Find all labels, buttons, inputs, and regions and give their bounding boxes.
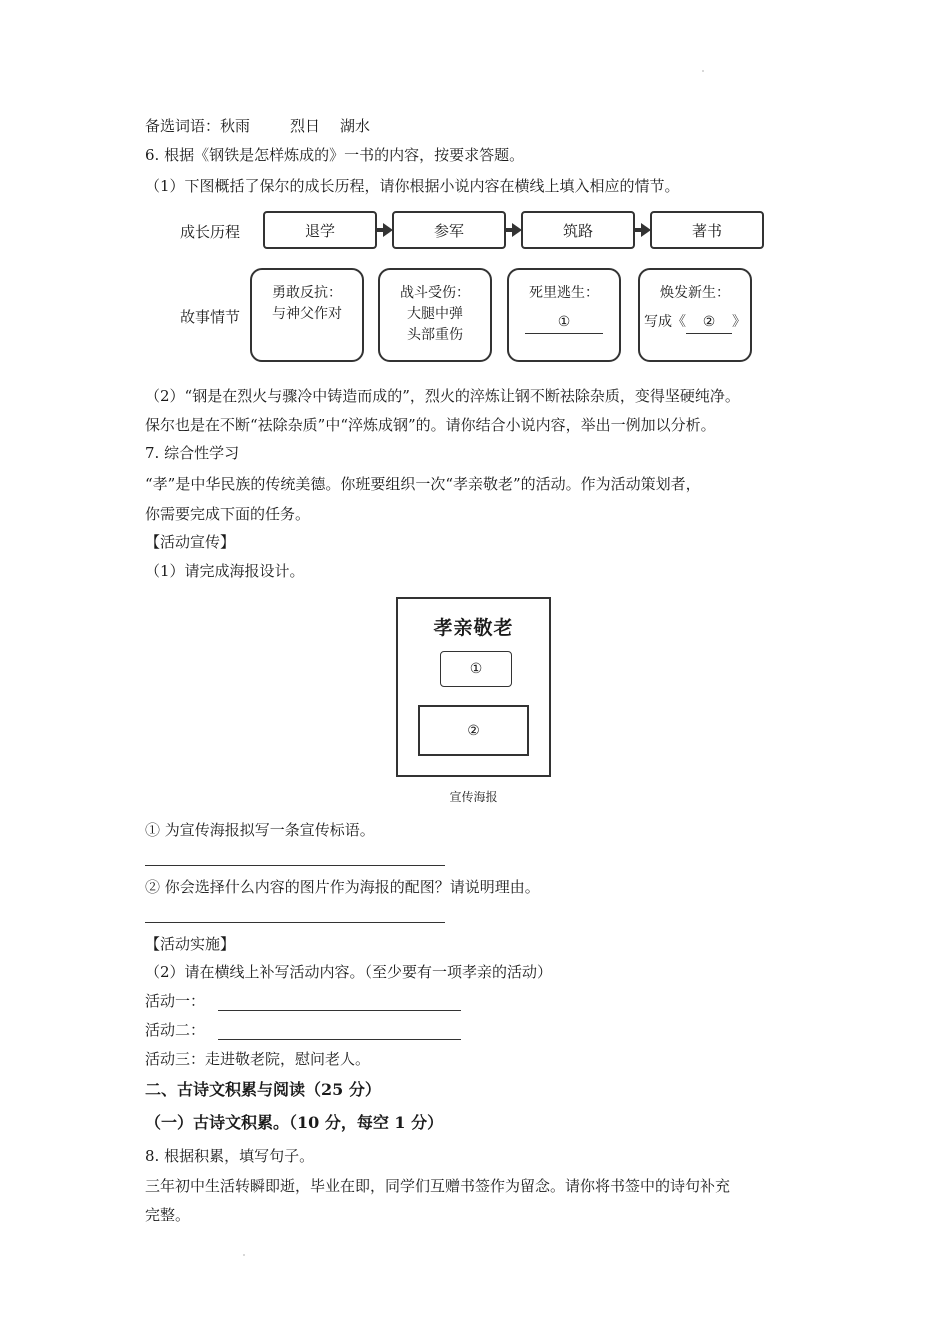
- activity-2-label: 活动二：: [145, 1021, 206, 1039]
- answer-line[interactable]: [218, 1039, 461, 1040]
- option-word-3: 湖水: [340, 117, 371, 135]
- part2-heading: 二、古诗文积累与阅读（25 分）: [145, 1080, 381, 1099]
- part2-subheading: （一）古诗文积累。（10 分，每空 1 分）: [145, 1113, 444, 1132]
- scan-speck: [243, 1254, 245, 1256]
- poster-slogan-box: ①: [440, 651, 512, 687]
- q7-title: 7. 综合性学习: [145, 444, 240, 462]
- q6-sub1: （1）下图概括了保尔的成长历程，请你根据小说内容在横线上填入相应的情节。: [145, 177, 680, 195]
- activity-3: 活动三：走进敬老院，慰问老人。: [145, 1050, 371, 1068]
- plot-line: 与神父作对: [272, 306, 342, 322]
- option-word-2: 烈日: [290, 117, 321, 135]
- plot-box: [507, 268, 621, 362]
- plot-line: 大腿中弹: [407, 306, 463, 322]
- section-promotion: 【活动宣传】: [145, 533, 236, 551]
- poster-caption: 宣传海报: [449, 790, 498, 804]
- q6-sub2-line2: 保尔也是在不断“祛除杂质”中“淬炼成钢”的。请你结合小说内容，举出一例加以分析。: [145, 416, 716, 434]
- answer-line[interactable]: [218, 1010, 461, 1011]
- plot-suffix: 》: [732, 314, 746, 330]
- stage-box: 筑路: [521, 211, 635, 249]
- q7-sub1: （1）请完成海报设计。: [145, 562, 305, 580]
- q8-line1: 三年初中生活转瞬即逝，毕业在即，同学们互赠书签作为留念。请你将书签中的诗句补充: [145, 1177, 731, 1195]
- section-implementation: 【活动实施】: [145, 935, 236, 953]
- stage-box: 退学: [263, 211, 377, 249]
- row-label-plot: 故事情节: [180, 308, 241, 326]
- q8-title: 8. 根据积累，填写句子。: [145, 1147, 315, 1165]
- option-word-1: 秋雨: [220, 117, 251, 135]
- plot-box: [250, 268, 364, 362]
- plot-line: 战斗受伤：: [400, 285, 470, 301]
- plot-prefix: 写成《: [644, 314, 686, 330]
- q7-item2: ② 你会选择什么内容的图片作为海报的配图？请说明理由。: [145, 878, 540, 896]
- poster-figure: [396, 597, 551, 777]
- row-label-growth: 成长历程: [180, 223, 241, 241]
- plot-line: 头部重伤: [407, 327, 463, 343]
- activity-1-label: 活动一：: [145, 992, 206, 1010]
- q7-item1: ① 为宣传海报拟写一条宣传标语。: [145, 821, 375, 839]
- poster-image-box: ②: [418, 705, 529, 756]
- q6-sub2-line1: （2）“钢是在烈火与骤冷中铸造而成的”，烈火的淬炼让钢不断祛除杂质，变得坚硬纯净。: [145, 387, 740, 405]
- answer-line[interactable]: [145, 865, 445, 866]
- poster-title: 孝亲敬老: [433, 617, 514, 639]
- options-label: 备选词语：: [145, 117, 221, 135]
- q7-intro-line1: “孝”是中华民族的传统美德。你班要组织一次“孝亲敬老”的活动。作为活动策划者，: [145, 475, 701, 493]
- scan-speck: [702, 70, 704, 72]
- answer-line[interactable]: [145, 922, 445, 923]
- stage-box: 著书: [650, 211, 764, 249]
- q7-sub2: （2）请在横线上补写活动内容。（至少要有一项孝亲的活动）: [145, 963, 553, 981]
- q7-intro-line2: 你需要完成下面的任务。: [145, 505, 311, 523]
- options-line: [145, 116, 370, 136]
- plot-line: 勇敢反抗：: [272, 285, 342, 301]
- q8-line2: 完整。: [145, 1206, 191, 1224]
- plot-box: [378, 268, 492, 362]
- plot-line: 焕发新生：: [660, 285, 730, 301]
- plot-line: 死里逃生：: [529, 285, 599, 301]
- stage-box: 参军: [392, 211, 506, 249]
- answer-blank[interactable]: ②: [686, 312, 732, 334]
- plot-box: [638, 268, 752, 362]
- answer-blank[interactable]: ①: [525, 312, 603, 334]
- q6-title: 6. 根据《钢铁是怎样炼成的》一书的内容，按要求答题。: [145, 146, 525, 164]
- growth-diagram: [175, 205, 775, 370]
